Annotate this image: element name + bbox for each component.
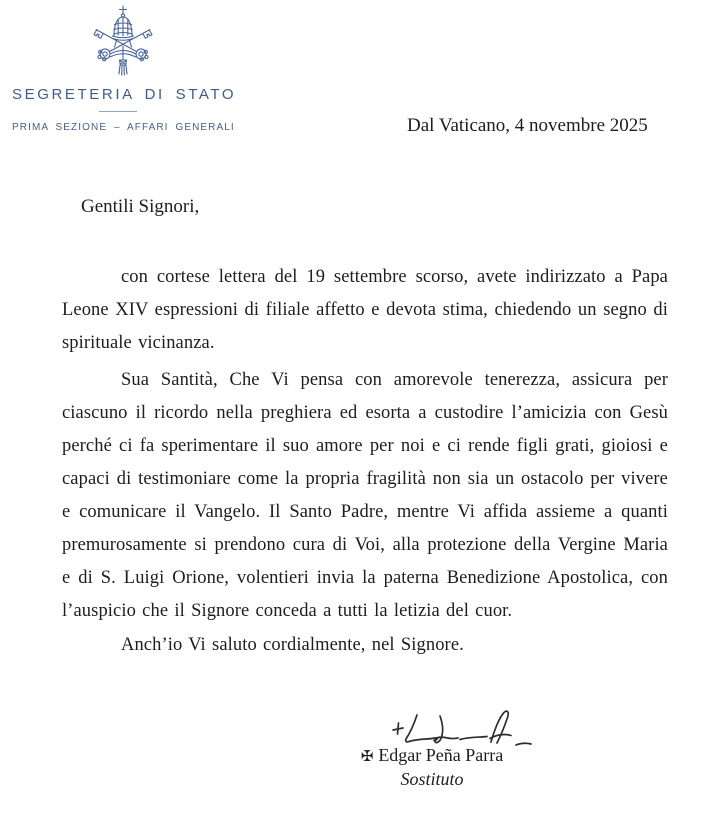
- signer-name: [332, 745, 532, 766]
- letterhead-dept: PRIMA SEZIONE – AFFARI GENERALI: [12, 122, 235, 133]
- salutation: Gentili Signori,: [81, 196, 200, 217]
- body-paragraph-1: con cortese lettera del 19 settembre scorso, avete indirizzato a Papa Leone XIV espressioni di filiale affetto e devota stima, chiedendo un segno di spirituale vicinanza.: [62, 267, 668, 353]
- cross-pattee-icon: ✠: [360, 747, 374, 765]
- body-paragraph-2: Sua Santità, Che Vi pensa con amorevole tenerezza, assicura per ciascuno il ricordo nella preghiera ed esorta a custodire l’amicizia con Gesù perché ci fa sperimentare il suo amore per noi e ci rende figli grati, gioiosi e capaci di testimoniare come la propria fragilità non sia un ostacolo per vivere e comunicare il Vangelo. Il Santo Padre, mentre Vi affida assieme a quanti premurosamente si prendono cura di Voi, alla protezione della Vergine Maria e di S. Luigi Orione, volentieri invia la paterna Benedizione Apostolica, con l’auspicio che il Signore conceda a tutti la letizia del cuor.: [62, 370, 668, 621]
- vatican-emblem-icon: [83, 4, 163, 82]
- signer-role: Sostituto: [400, 769, 464, 789]
- dateline: Dal Vaticano, 4 novembre 2025: [407, 115, 648, 136]
- letterhead-org: SEGRETERIA DI STATO: [12, 86, 237, 103]
- closing-line: Anch’io Vi saluto cordialmente, nel Signore.: [121, 635, 464, 655]
- signer-name-text: Edgar Peña Parra: [378, 745, 504, 765]
- letterhead-divider: [99, 111, 137, 112]
